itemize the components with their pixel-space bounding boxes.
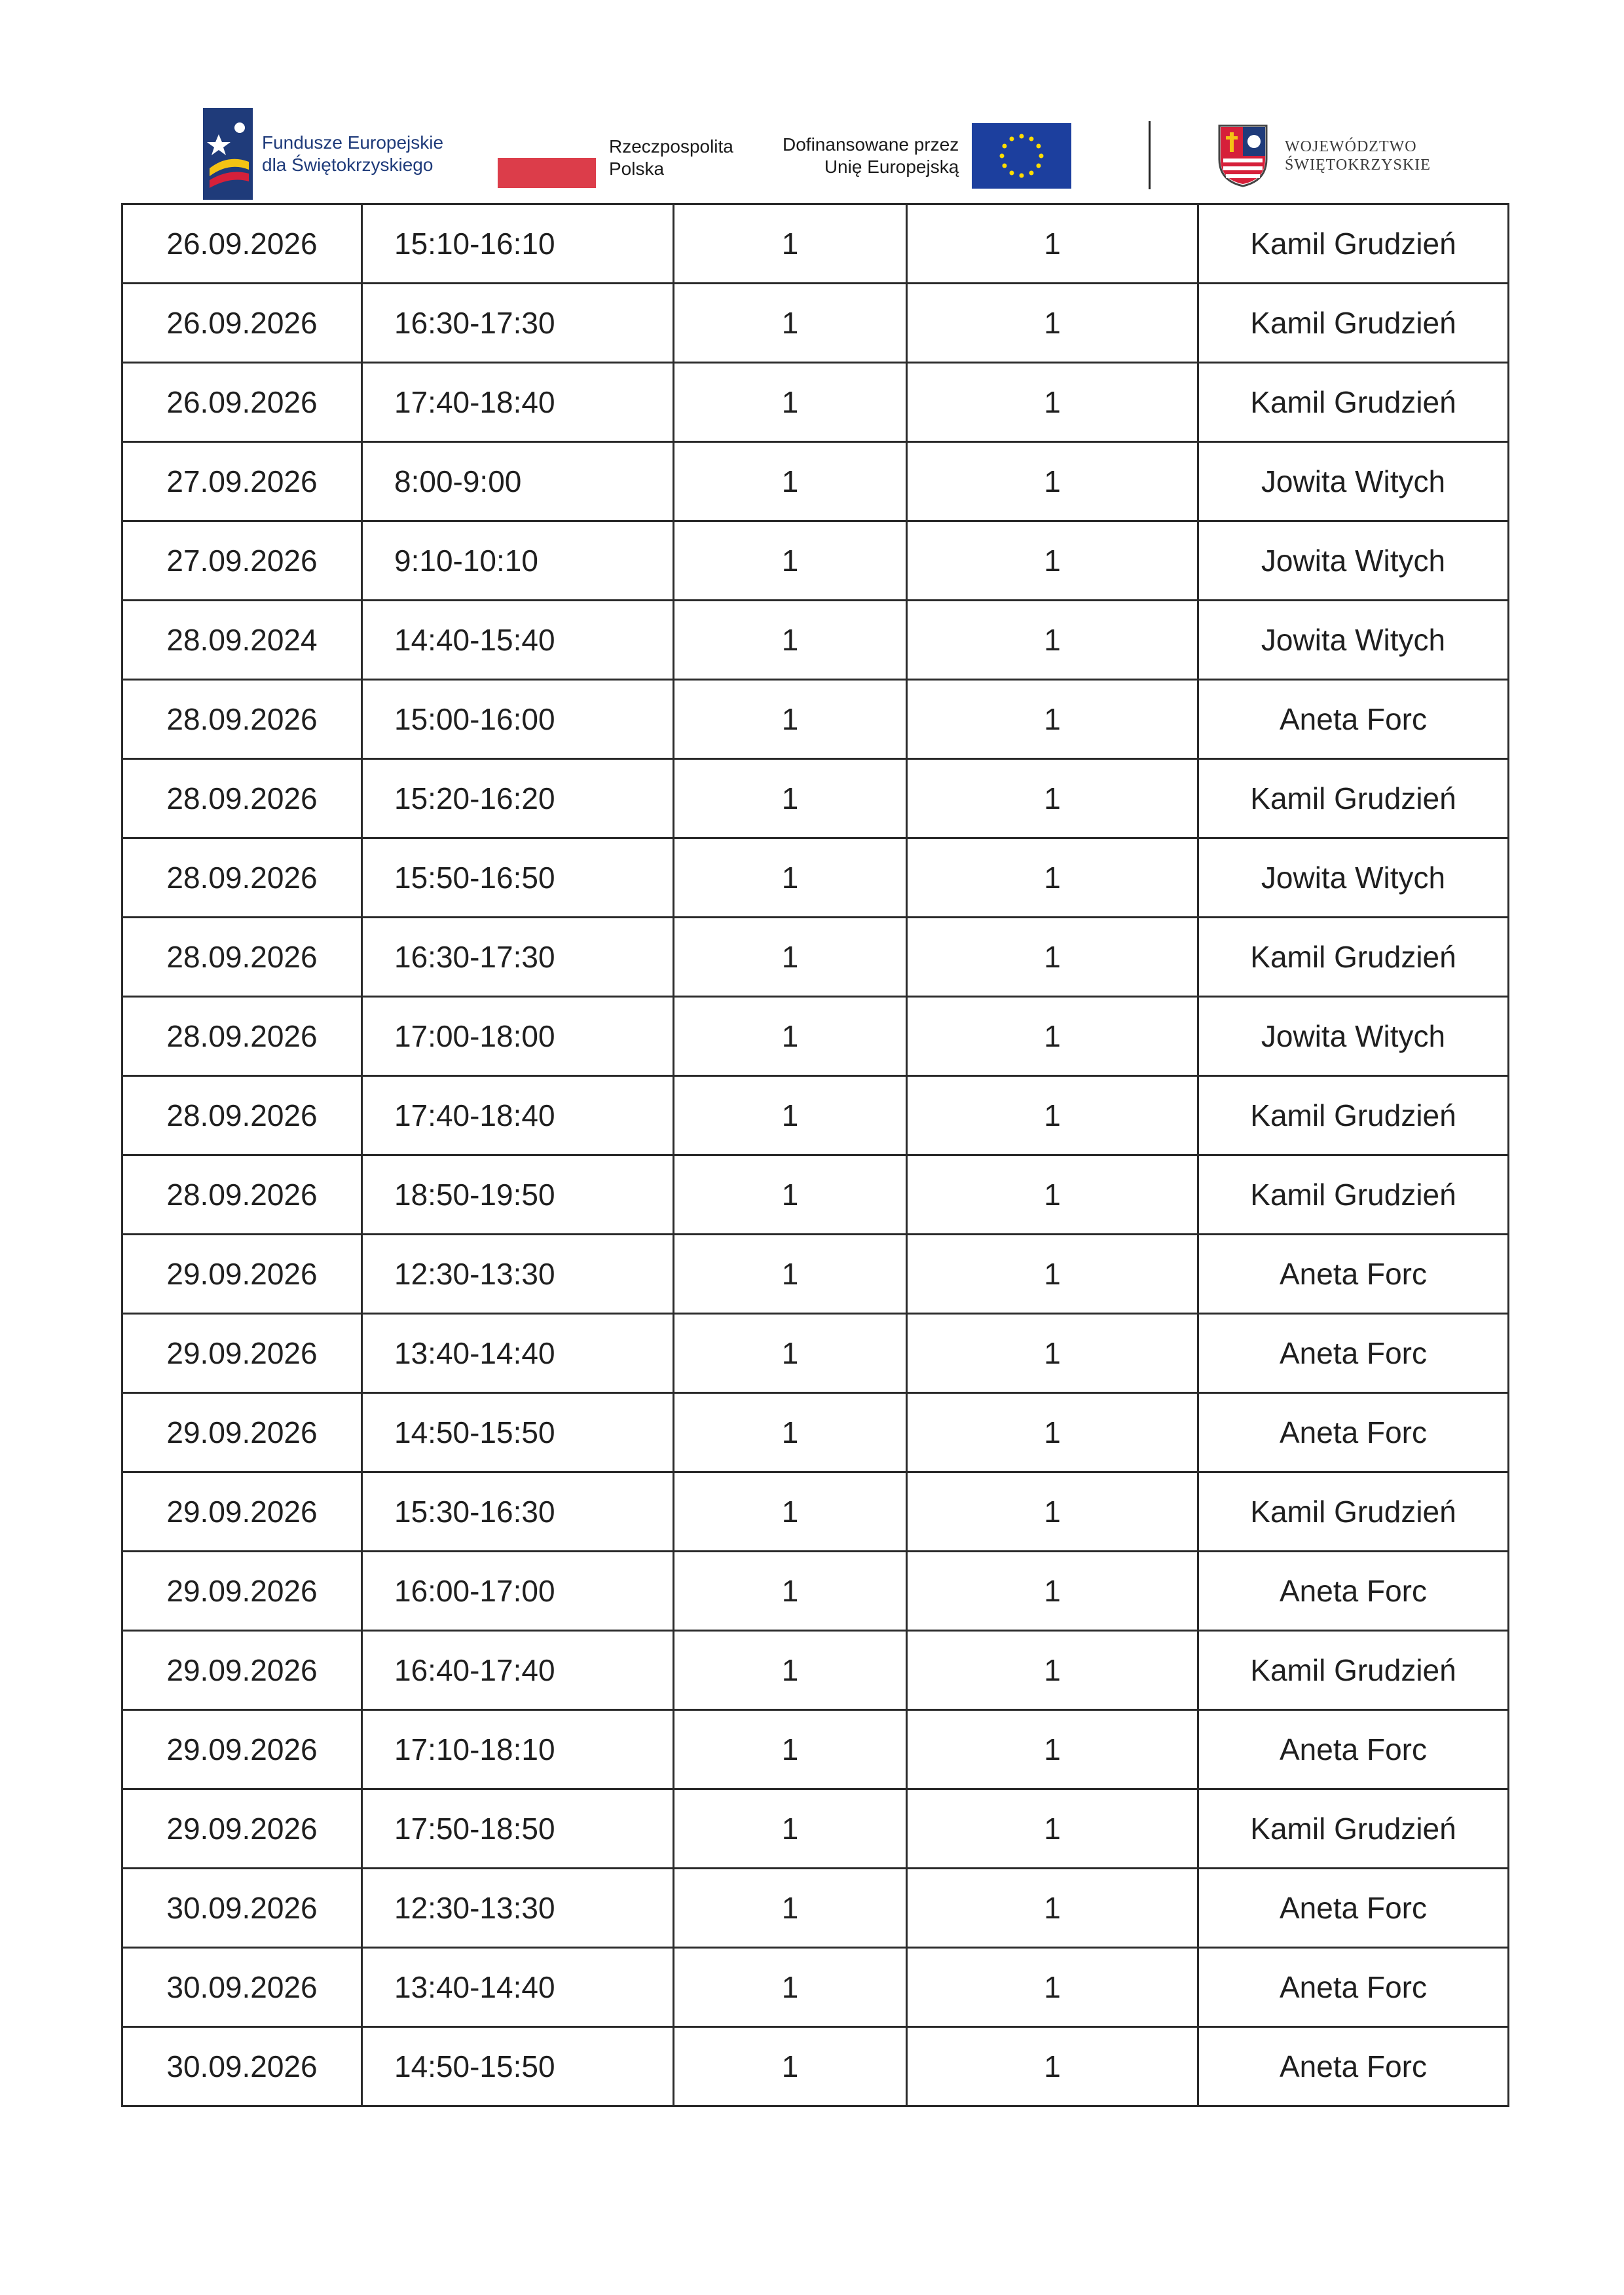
rp-line-2: Polska: [609, 159, 665, 179]
table-row: [122, 284, 1509, 363]
fe-star-icon: [203, 108, 253, 200]
table-row: [122, 997, 1509, 1076]
trainer-cell: Aneta Forc: [1198, 1869, 1509, 1948]
fe-line-1: Fundusze Europejskie: [262, 132, 444, 153]
trainer-cell: Kamil Grudzień: [1198, 1155, 1509, 1235]
count-cell-b: 1: [907, 1393, 1198, 1472]
trainer-cell: Kamil Grudzień: [1198, 204, 1509, 284]
date-cell: 29.09.2026: [122, 1710, 362, 1789]
time-cell: 17:10-18:10: [362, 1710, 674, 1789]
date-cell: 30.09.2026: [122, 1869, 362, 1948]
count-cell-b: 1: [907, 1235, 1198, 1314]
table-row: [122, 1948, 1509, 2027]
eu-flag-icon: [972, 123, 1071, 189]
date-cell: 26.09.2026: [122, 363, 362, 442]
table-row: [122, 759, 1509, 838]
count-cell-a: 1: [674, 1393, 907, 1472]
count-cell-a: 1: [674, 601, 907, 680]
eu-line-2: Unię Europejską: [824, 157, 959, 177]
time-cell: 15:30-16:30: [362, 1472, 674, 1552]
date-cell: 29.09.2026: [122, 1631, 362, 1710]
trainer-cell: Kamil Grudzień: [1198, 1076, 1509, 1155]
count-cell-a: 1: [674, 1552, 907, 1631]
date-cell: 28.09.2026: [122, 918, 362, 997]
count-cell-a: 1: [674, 1869, 907, 1948]
trainer-cell: Aneta Forc: [1198, 1235, 1509, 1314]
count-cell-a: 1: [674, 1948, 907, 2027]
count-cell-a: 1: [674, 1076, 907, 1155]
table-row: [122, 1789, 1509, 1869]
time-cell: 13:40-14:40: [362, 1314, 674, 1393]
date-cell: 28.09.2024: [122, 601, 362, 680]
date-cell: 27.09.2026: [122, 442, 362, 521]
count-cell-b: 1: [907, 838, 1198, 918]
time-cell: 12:30-13:30: [362, 1869, 674, 1948]
count-cell-a: 1: [674, 918, 907, 997]
count-cell-a: 1: [674, 759, 907, 838]
trainer-cell: Aneta Forc: [1198, 1314, 1509, 1393]
count-cell-a: 1: [674, 838, 907, 918]
time-cell: 15:10-16:10: [362, 204, 674, 284]
time-cell: 8:00-9:00: [362, 442, 674, 521]
date-cell: 30.09.2026: [122, 1948, 362, 2027]
table-row: [122, 1552, 1509, 1631]
trainer-cell: Kamil Grudzień: [1198, 759, 1509, 838]
time-cell: 17:50-18:50: [362, 1789, 674, 1869]
count-cell-b: 1: [907, 1710, 1198, 1789]
date-cell: 29.09.2026: [122, 1552, 362, 1631]
count-cell-a: 1: [674, 442, 907, 521]
table-row: [122, 442, 1509, 521]
date-cell: 28.09.2026: [122, 759, 362, 838]
trainer-cell: Kamil Grudzień: [1198, 1789, 1509, 1869]
count-cell-b: 1: [907, 759, 1198, 838]
table-row: [122, 601, 1509, 680]
time-cell: 18:50-19:50: [362, 1155, 674, 1235]
count-cell-b: 1: [907, 1789, 1198, 1869]
count-cell-b: 1: [907, 918, 1198, 997]
count-cell-a: 1: [674, 1235, 907, 1314]
trainer-cell: Jowita Witych: [1198, 601, 1509, 680]
count-cell-a: 1: [674, 1710, 907, 1789]
time-cell: 16:30-17:30: [362, 918, 674, 997]
fundusze-europejskie-logo: [203, 108, 443, 200]
table-row: [122, 680, 1509, 759]
logo-header: [0, 0, 1624, 196]
count-cell-b: 1: [907, 2027, 1198, 2106]
count-cell-a: 1: [674, 521, 907, 601]
table-row: [122, 1314, 1509, 1393]
count-cell-b: 1: [907, 204, 1198, 284]
count-cell-b: 1: [907, 997, 1198, 1076]
date-cell: 29.09.2026: [122, 1235, 362, 1314]
trainer-cell: Kamil Grudzień: [1198, 1631, 1509, 1710]
count-cell-b: 1: [907, 1155, 1198, 1235]
count-cell-b: 1: [907, 1869, 1198, 1948]
table-row: [122, 363, 1509, 442]
time-cell: 14:40-15:40: [362, 601, 674, 680]
time-cell: 15:50-16:50: [362, 838, 674, 918]
polish-flag-icon: [498, 128, 596, 188]
time-cell: 12:30-13:30: [362, 1235, 674, 1314]
count-cell-b: 1: [907, 521, 1198, 601]
count-cell-a: 1: [674, 1789, 907, 1869]
count-cell-a: 1: [674, 284, 907, 363]
table-row: [122, 521, 1509, 601]
time-cell: 16:00-17:00: [362, 1552, 674, 1631]
table-row: [122, 1076, 1509, 1155]
date-cell: 26.09.2026: [122, 204, 362, 284]
trainer-cell: Aneta Forc: [1198, 1393, 1509, 1472]
date-cell: 28.09.2026: [122, 1155, 362, 1235]
time-cell: 16:30-17:30: [362, 284, 674, 363]
count-cell-b: 1: [907, 363, 1198, 442]
count-cell-a: 1: [674, 2027, 907, 2106]
table-row: [122, 1235, 1509, 1314]
table-row: [122, 2027, 1509, 2106]
count-cell-b: 1: [907, 1948, 1198, 2027]
count-cell-a: 1: [674, 1472, 907, 1552]
trainer-cell: Kamil Grudzień: [1198, 1472, 1509, 1552]
count-cell-a: 1: [674, 1155, 907, 1235]
date-cell: 27.09.2026: [122, 521, 362, 601]
schedule-table-body: [122, 204, 1509, 2106]
trainer-cell: Jowita Witych: [1198, 997, 1509, 1076]
trainer-cell: Aneta Forc: [1198, 2027, 1509, 2106]
time-cell: 14:50-15:50: [362, 2027, 674, 2106]
time-cell: 14:50-15:50: [362, 1393, 674, 1472]
count-cell-b: 1: [907, 1314, 1198, 1393]
trainer-cell: Jowita Witych: [1198, 521, 1509, 601]
count-cell-a: 1: [674, 363, 907, 442]
trainer-cell: Aneta Forc: [1198, 1948, 1509, 2027]
date-cell: 26.09.2026: [122, 284, 362, 363]
table-row: [122, 1472, 1509, 1552]
rp-line-1: Rzeczpospolita: [609, 136, 733, 157]
date-cell: 30.09.2026: [122, 2027, 362, 2106]
time-cell: 15:20-16:20: [362, 759, 674, 838]
header-divider: [1149, 121, 1151, 189]
table-row: [122, 838, 1509, 918]
count-cell-b: 1: [907, 442, 1198, 521]
count-cell-b: 1: [907, 1631, 1198, 1710]
trainer-cell: Jowita Witych: [1198, 442, 1509, 521]
fe-line-2: dla Świętokrzyskiego: [262, 155, 434, 175]
trainer-cell: Aneta Forc: [1198, 680, 1509, 759]
date-cell: 29.09.2026: [122, 1314, 362, 1393]
date-cell: 29.09.2026: [122, 1393, 362, 1472]
table-row: [122, 204, 1509, 284]
time-cell: 13:40-14:40: [362, 1948, 674, 2027]
trainer-cell: Kamil Grudzień: [1198, 918, 1509, 997]
ws-line-2: ŚWIĘTOKRZYSKIE: [1285, 157, 1431, 174]
count-cell-b: 1: [907, 680, 1198, 759]
eu-line-1: Dofinansowane przez: [783, 134, 959, 155]
count-cell-a: 1: [674, 1631, 907, 1710]
time-cell: 16:40-17:40: [362, 1631, 674, 1710]
trainer-cell: Jowita Witych: [1198, 838, 1509, 918]
date-cell: 28.09.2026: [122, 838, 362, 918]
count-cell-a: 1: [674, 1314, 907, 1393]
wojewodztwo-logo: [1217, 123, 1431, 189]
eu-logo: [783, 123, 1071, 189]
table-row: [122, 1869, 1509, 1948]
count-cell-b: 1: [907, 1076, 1198, 1155]
table-row: [122, 1155, 1509, 1235]
count-cell-b: 1: [907, 1472, 1198, 1552]
rzeczpospolita-logo: [498, 128, 733, 188]
table-row: [122, 1393, 1509, 1472]
trainer-cell: Aneta Forc: [1198, 1552, 1509, 1631]
trainer-cell: Aneta Forc: [1198, 1710, 1509, 1789]
date-cell: 28.09.2026: [122, 680, 362, 759]
count-cell-a: 1: [674, 204, 907, 284]
time-cell: 17:00-18:00: [362, 997, 674, 1076]
table-row: [122, 918, 1509, 997]
time-cell: 17:40-18:40: [362, 363, 674, 442]
ws-line-1: WOJEWÓDZTWO: [1285, 138, 1417, 155]
count-cell-b: 1: [907, 284, 1198, 363]
count-cell-b: 1: [907, 1552, 1198, 1631]
count-cell-a: 1: [674, 997, 907, 1076]
date-cell: 28.09.2026: [122, 1076, 362, 1155]
trainer-cell: Kamil Grudzień: [1198, 363, 1509, 442]
schedule-table: [121, 203, 1509, 2107]
count-cell-a: 1: [674, 680, 907, 759]
table-row: [122, 1710, 1509, 1789]
trainer-cell: Kamil Grudzień: [1198, 284, 1509, 363]
table-row: [122, 1631, 1509, 1710]
date-cell: 29.09.2026: [122, 1472, 362, 1552]
time-cell: 15:00-16:00: [362, 680, 674, 759]
coat-of-arms-icon: [1217, 123, 1269, 189]
count-cell-b: 1: [907, 601, 1198, 680]
date-cell: 28.09.2026: [122, 997, 362, 1076]
time-cell: 17:40-18:40: [362, 1076, 674, 1155]
time-cell: 9:10-10:10: [362, 521, 674, 601]
date-cell: 29.09.2026: [122, 1789, 362, 1869]
